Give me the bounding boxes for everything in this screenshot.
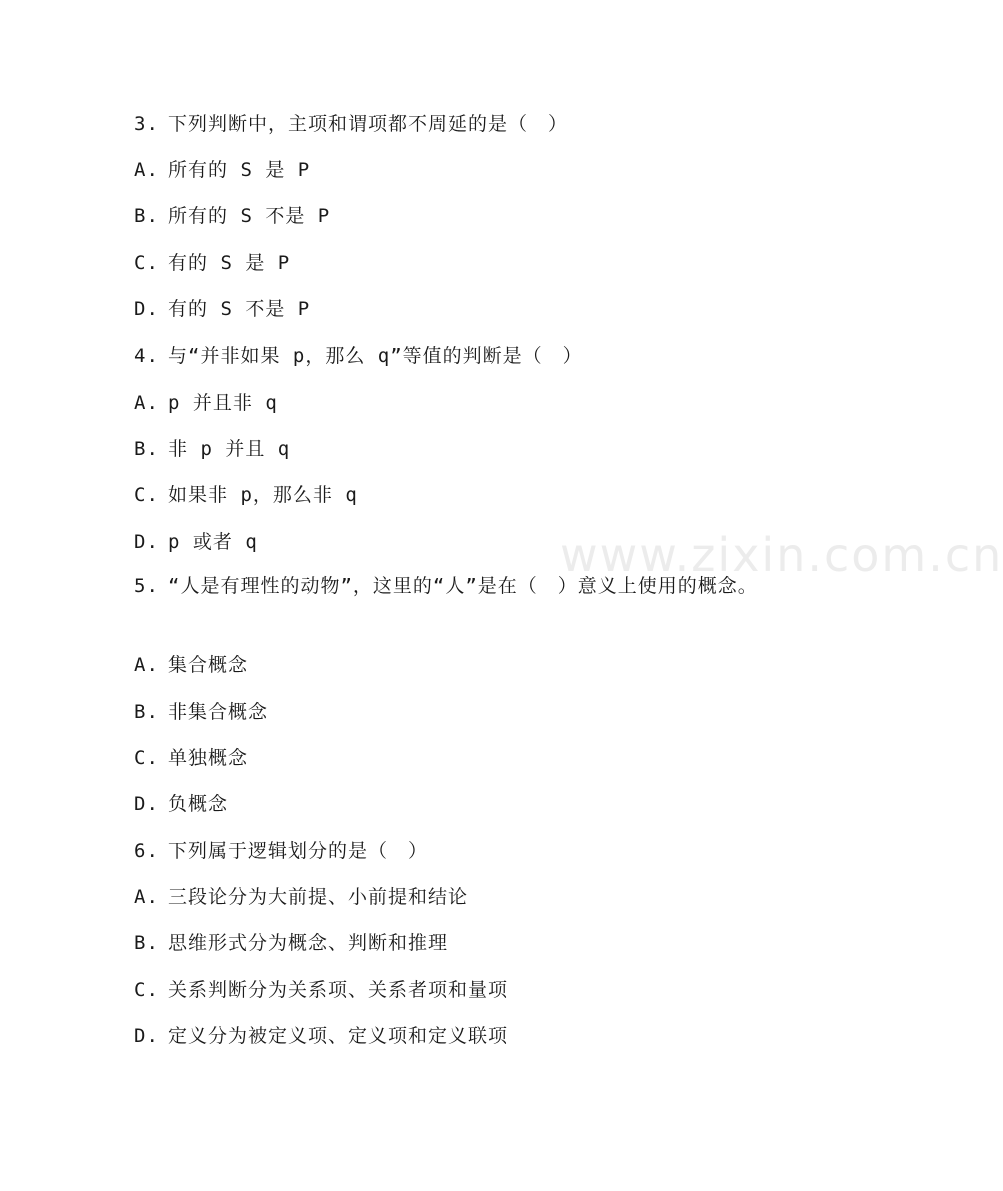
option-label: A.	[134, 392, 159, 414]
option-text: 思维形式分为概念、判断和推理	[168, 932, 449, 954]
question-text: 下列属于逻辑划分的是（ ）	[168, 840, 429, 862]
option-label: B.	[134, 932, 159, 954]
option-label: D.	[134, 298, 159, 320]
question-4-option-c	[134, 483, 358, 507]
question-number: 3.	[134, 113, 159, 135]
question-5-option-a	[134, 653, 248, 677]
question-3-option-b	[134, 204, 330, 228]
option-label: C.	[134, 484, 159, 506]
option-text: 关系判断分为关系项、关系者项和量项	[168, 979, 509, 1001]
option-text: 定义分为被定义项、定义项和定义联项	[168, 1025, 509, 1047]
option-label: D.	[134, 531, 159, 553]
question-3-stem	[134, 112, 568, 136]
question-5-option-c	[134, 746, 248, 770]
question-3-option-d	[134, 297, 310, 321]
question-4-stem	[134, 344, 583, 368]
option-label: B.	[134, 438, 159, 460]
question-number: 6.	[134, 840, 159, 862]
option-text: 有的 S 不是 P	[168, 298, 311, 320]
question-6-option-b	[134, 931, 448, 955]
option-label: A.	[134, 159, 159, 181]
option-label: C.	[134, 979, 159, 1001]
option-label: A.	[134, 886, 159, 908]
option-text: 所有的 S 不是 P	[168, 205, 331, 227]
option-label: D.	[134, 1025, 159, 1047]
option-label: B.	[134, 205, 159, 227]
option-label: A.	[134, 654, 159, 676]
option-text: 负概念	[168, 793, 229, 815]
option-text: p 并且非 q	[168, 392, 278, 414]
question-text: 下列判断中，主项和谓项都不周延的是（ ）	[168, 113, 569, 135]
question-6-stem	[134, 839, 428, 863]
option-label: D.	[134, 793, 159, 815]
question-6-option-a	[134, 885, 468, 909]
option-text: 非集合概念	[168, 701, 269, 723]
question-5-stem	[134, 569, 784, 604]
question-5-option-d	[134, 792, 228, 816]
question-6-option-d	[134, 1024, 508, 1048]
question-3-option-a	[134, 158, 310, 182]
option-text: 非 p 并且 q	[168, 438, 291, 460]
question-number: 5.	[134, 575, 159, 597]
option-label: C.	[134, 747, 159, 769]
watermark: www.zixin.com.cn	[560, 528, 1003, 582]
option-text: 单独概念	[168, 747, 249, 769]
question-5-option-b	[134, 700, 268, 724]
question-4-option-d	[134, 530, 258, 554]
question-text: 与“并非如果 p，那么 q”等值的判断是（ ）	[168, 345, 583, 367]
option-text: 有的 S 是 P	[168, 252, 291, 274]
question-6-option-c	[134, 978, 508, 1002]
option-label: B.	[134, 701, 159, 723]
option-text: p 或者 q	[168, 531, 258, 553]
option-text: 所有的 S 是 P	[168, 159, 311, 181]
question-4-option-b	[134, 437, 290, 461]
option-text: 集合概念	[168, 654, 249, 676]
option-text: 三段论分为大前提、小前提和结论	[168, 886, 469, 908]
option-text: 如果非 p，那么非 q	[168, 484, 358, 506]
question-3-option-c	[134, 251, 290, 275]
question-4-option-a	[134, 391, 278, 415]
question-number: 4.	[134, 345, 159, 367]
option-label: C.	[134, 252, 159, 274]
question-text: “人是有理性的动物”，这里的“人”是在（ ）意义上使用的概念。	[168, 575, 758, 597]
